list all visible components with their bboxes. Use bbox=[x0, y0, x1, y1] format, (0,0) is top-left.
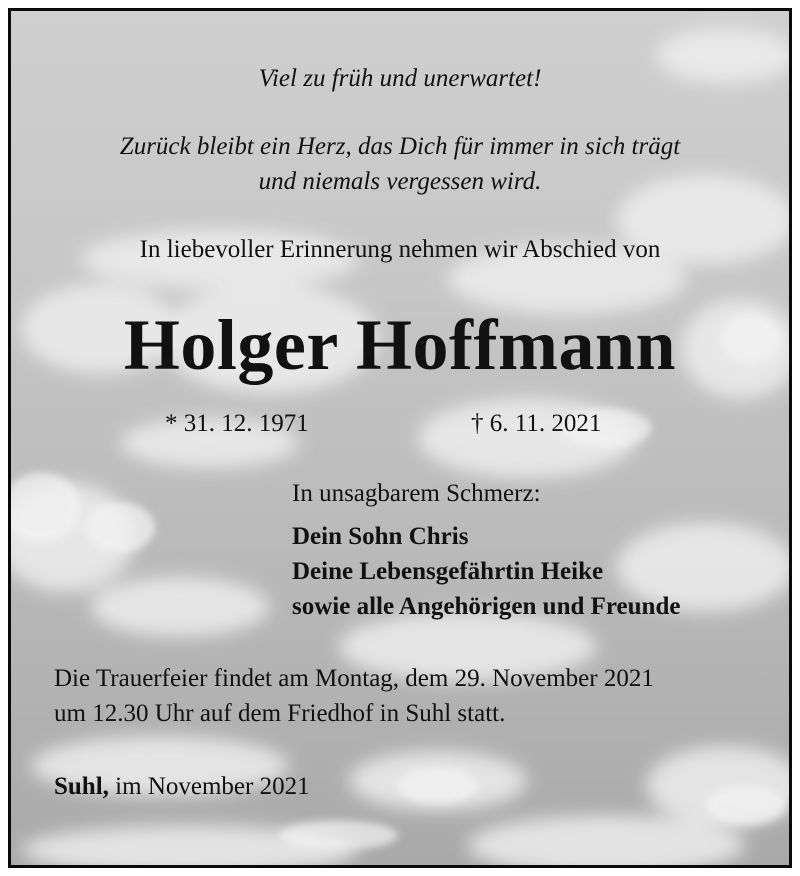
place: Suhl, bbox=[54, 773, 109, 800]
date: im November 2021 bbox=[115, 773, 310, 800]
obituary-frame bbox=[8, 8, 792, 868]
mourner-name: sowie alle Angehörigen und Freunde bbox=[292, 593, 681, 620]
funeral-notice-line-1: Die Trauerfeier findet am Montag, dem 29. November 2021 bbox=[54, 665, 654, 692]
birth-date: * 31. 12. 1971 bbox=[165, 410, 309, 437]
mourners-heading: In unsagbarem Schmerz: bbox=[292, 480, 541, 507]
opening-quote: Viel zu früh und unerwartet! bbox=[258, 65, 542, 92]
deceased-name: Holger Hoffmann bbox=[123, 305, 677, 385]
place-date bbox=[54, 772, 310, 802]
death-date: † 6. 11. 2021 bbox=[471, 410, 602, 437]
obituary-content bbox=[11, 11, 789, 865]
intro-text: In liebevoller Erinnerung nehmen wir Abschied von bbox=[139, 236, 661, 263]
mourner-name: Dein Sohn Chris bbox=[292, 523, 469, 550]
verse-line-1: Zurück bleibt ein Herz, das Dich für immer in sich trägt bbox=[119, 133, 681, 160]
mourner-name: Deine Lebensgefährtin Heike bbox=[292, 558, 604, 585]
verse-line-2: und niemals vergessen wird. bbox=[258, 168, 542, 195]
funeral-notice-line-2: um 12.30 Uhr auf dem Friedhof in Suhl statt. bbox=[54, 700, 506, 727]
